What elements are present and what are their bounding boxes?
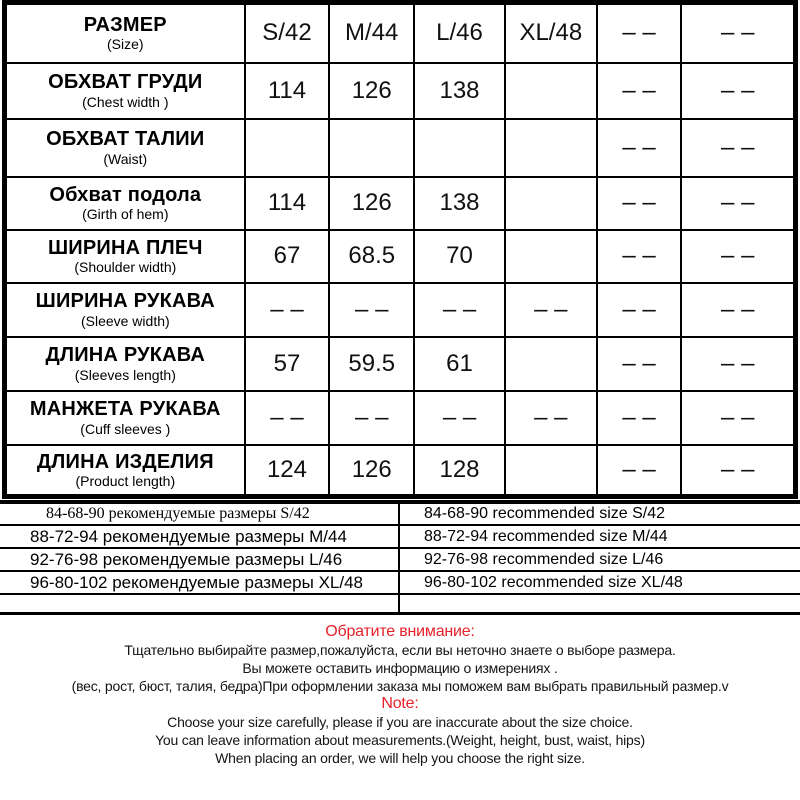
row-label-product-length (5, 445, 245, 497)
size-cell: – – (329, 283, 414, 337)
size-column-header: – – (597, 3, 682, 63)
size-cell: – – (245, 391, 330, 445)
size-cell: 59.5 (329, 337, 414, 391)
note-line-en: When placing an order, we will help you choose the right size. (215, 749, 585, 766)
size-table-row-sleeve-width (5, 283, 796, 337)
size-column-header: S/42 (245, 3, 330, 63)
size-table-row-waist (5, 119, 796, 177)
size-cell: 57 (245, 337, 330, 391)
size-column-header: – – (681, 3, 795, 63)
size-cell: – – (681, 177, 795, 230)
size-cell: 126 (329, 445, 414, 497)
size-cell: – – (681, 283, 795, 337)
recommend-ru: 84-68-90 рекомендуемые размеры S/42 (0, 502, 399, 525)
size-cell: 114 (245, 177, 330, 230)
recommend-ru: 88-72-94 рекомендуемые размеры M/44 (0, 525, 399, 548)
row-label-sleeve-length (5, 337, 245, 391)
size-cell: – – (329, 391, 414, 445)
row-label-en: (Waist) (103, 150, 148, 167)
recommend-row (0, 502, 800, 525)
row-label-cuff (5, 391, 245, 445)
recommend-ru: 92-76-98 рекомендуемые размеры L/46 (0, 548, 399, 571)
size-cell: – – (681, 230, 795, 283)
row-label-en: (Chest width ) (82, 93, 169, 110)
size-table-row-shoulder (5, 230, 796, 283)
row-label-ru: ОБХВАТ ГРУДИ (48, 71, 203, 94)
recommend-row (0, 525, 800, 548)
note-title-ru: Обратите внимание: (325, 622, 475, 640)
size-column-header: M/44 (329, 3, 414, 63)
row-label-shoulder (5, 230, 245, 283)
size-table-row-cuff (5, 391, 796, 445)
size-table-row-hem (5, 177, 796, 230)
size-cell: – – (681, 391, 795, 445)
size-cell: – – (505, 283, 597, 337)
size-cell (505, 230, 597, 283)
size-cell: – – (681, 337, 795, 391)
size-table-row-chest (5, 63, 796, 119)
size-table (2, 0, 798, 499)
note-line-ru: Вы можете оставить информацию о измерениях . (242, 659, 558, 676)
recommend-en-empty (399, 594, 800, 613)
row-label-en: (Cuff sleeves ) (80, 420, 171, 437)
row-label-en: (Sleeves length) (74, 366, 176, 383)
row-label-ru: ШИРИНА РУКАВА (35, 290, 215, 313)
size-cell: – – (597, 337, 682, 391)
size-cell: – – (414, 283, 505, 337)
row-label-en: (Sleeve width) (80, 312, 170, 329)
row-label-ru: ДЛИНА РУКАВА (45, 344, 206, 367)
row-label-ru: ШИРИНА ПЛЕЧ (47, 236, 203, 259)
recommend-row (0, 571, 800, 594)
row-label-ru: ДЛИНА ИЗДЕЛИЯ (36, 450, 214, 473)
note-line-ru: (вес, рост, бюст, талия, бедра)При оформлении заказа мы поможем вам выбрать правильный размер.v (71, 677, 729, 694)
row-label-en: (Product length) (75, 472, 176, 489)
size-cell: 138 (414, 63, 505, 119)
row-label-size (5, 3, 245, 63)
recommend-en: 92-76-98 recommended size L/46 (399, 548, 800, 571)
size-cell: – – (681, 445, 795, 497)
row-label-ru: ОБХВАТ ТАЛИИ (46, 128, 205, 151)
size-cell: – – (597, 63, 682, 119)
size-cell: – – (597, 119, 682, 177)
size-cell: 68.5 (329, 230, 414, 283)
size-cell: – – (597, 177, 682, 230)
size-table-row-sleeve-length (5, 337, 796, 391)
size-cell: – – (681, 63, 795, 119)
recommended-sizes-table (0, 500, 800, 615)
row-label-chest (5, 63, 245, 119)
row-label-en: (Girth of hem) (82, 206, 169, 223)
recommend-ru-empty (0, 594, 399, 613)
size-cell: – – (681, 119, 795, 177)
row-label-size-en: (Size) (107, 36, 144, 53)
size-cell: – – (414, 391, 505, 445)
notes-section (0, 615, 800, 767)
recommend-en: 88-72-94 recommended size M/44 (399, 525, 800, 548)
size-column-header: L/46 (414, 3, 505, 63)
size-cell (245, 119, 330, 177)
row-label-size-ru: РАЗМЕР (83, 14, 167, 36)
recommend-en: 84-68-90 recommended size S/42 (399, 502, 800, 525)
recommend-ru: 96-80-102 рекомендуемые размеры XL/48 (0, 571, 399, 594)
note-line-en: Choose your size carefully, please if you are inaccurate about the size choice. (167, 713, 633, 730)
size-cell: – – (597, 445, 682, 497)
size-cell (505, 119, 597, 177)
size-cell: 61 (414, 337, 505, 391)
row-label-ru: Обхват подола (49, 183, 202, 206)
size-cell: – – (245, 283, 330, 337)
row-label-ru: МАНЖЕТА РУКАВА (29, 398, 221, 421)
size-cell (505, 445, 597, 497)
size-cell (414, 119, 505, 177)
size-cell (505, 177, 597, 230)
size-cell: – – (597, 391, 682, 445)
recommend-row (0, 548, 800, 571)
size-cell: 67 (245, 230, 330, 283)
size-cell: 126 (329, 63, 414, 119)
size-column-header: XL/48 (505, 3, 597, 63)
size-cell: 138 (414, 177, 505, 230)
size-cell: 124 (245, 445, 330, 497)
recommend-row-empty (0, 594, 800, 613)
row-label-waist (5, 119, 245, 177)
size-cell: – – (505, 391, 597, 445)
size-cell: 128 (414, 445, 505, 497)
size-cell (329, 119, 414, 177)
size-cell (505, 63, 597, 119)
note-line-en: You can leave information about measurements.(Weight, height, bust, waist, hips) (155, 731, 645, 748)
size-cell: – – (597, 283, 682, 337)
size-table-row-product-length (5, 445, 796, 497)
size-cell: 114 (245, 63, 330, 119)
size-table-header-row (5, 3, 796, 63)
size-cell: 70 (414, 230, 505, 283)
size-cell: 126 (329, 177, 414, 230)
row-label-sleeve-width (5, 283, 245, 337)
row-label-hem (5, 177, 245, 230)
note-line-ru: Тщательно выбирайте размер,пожалуйста, если вы неточно знаете о выборе размера. (124, 641, 676, 658)
size-cell (505, 337, 597, 391)
row-label-en: (Shoulder width) (74, 259, 177, 276)
note-title-en: Note: (381, 694, 419, 712)
size-cell: – – (597, 230, 682, 283)
recommend-en: 96-80-102 recommended size XL/48 (399, 571, 800, 594)
